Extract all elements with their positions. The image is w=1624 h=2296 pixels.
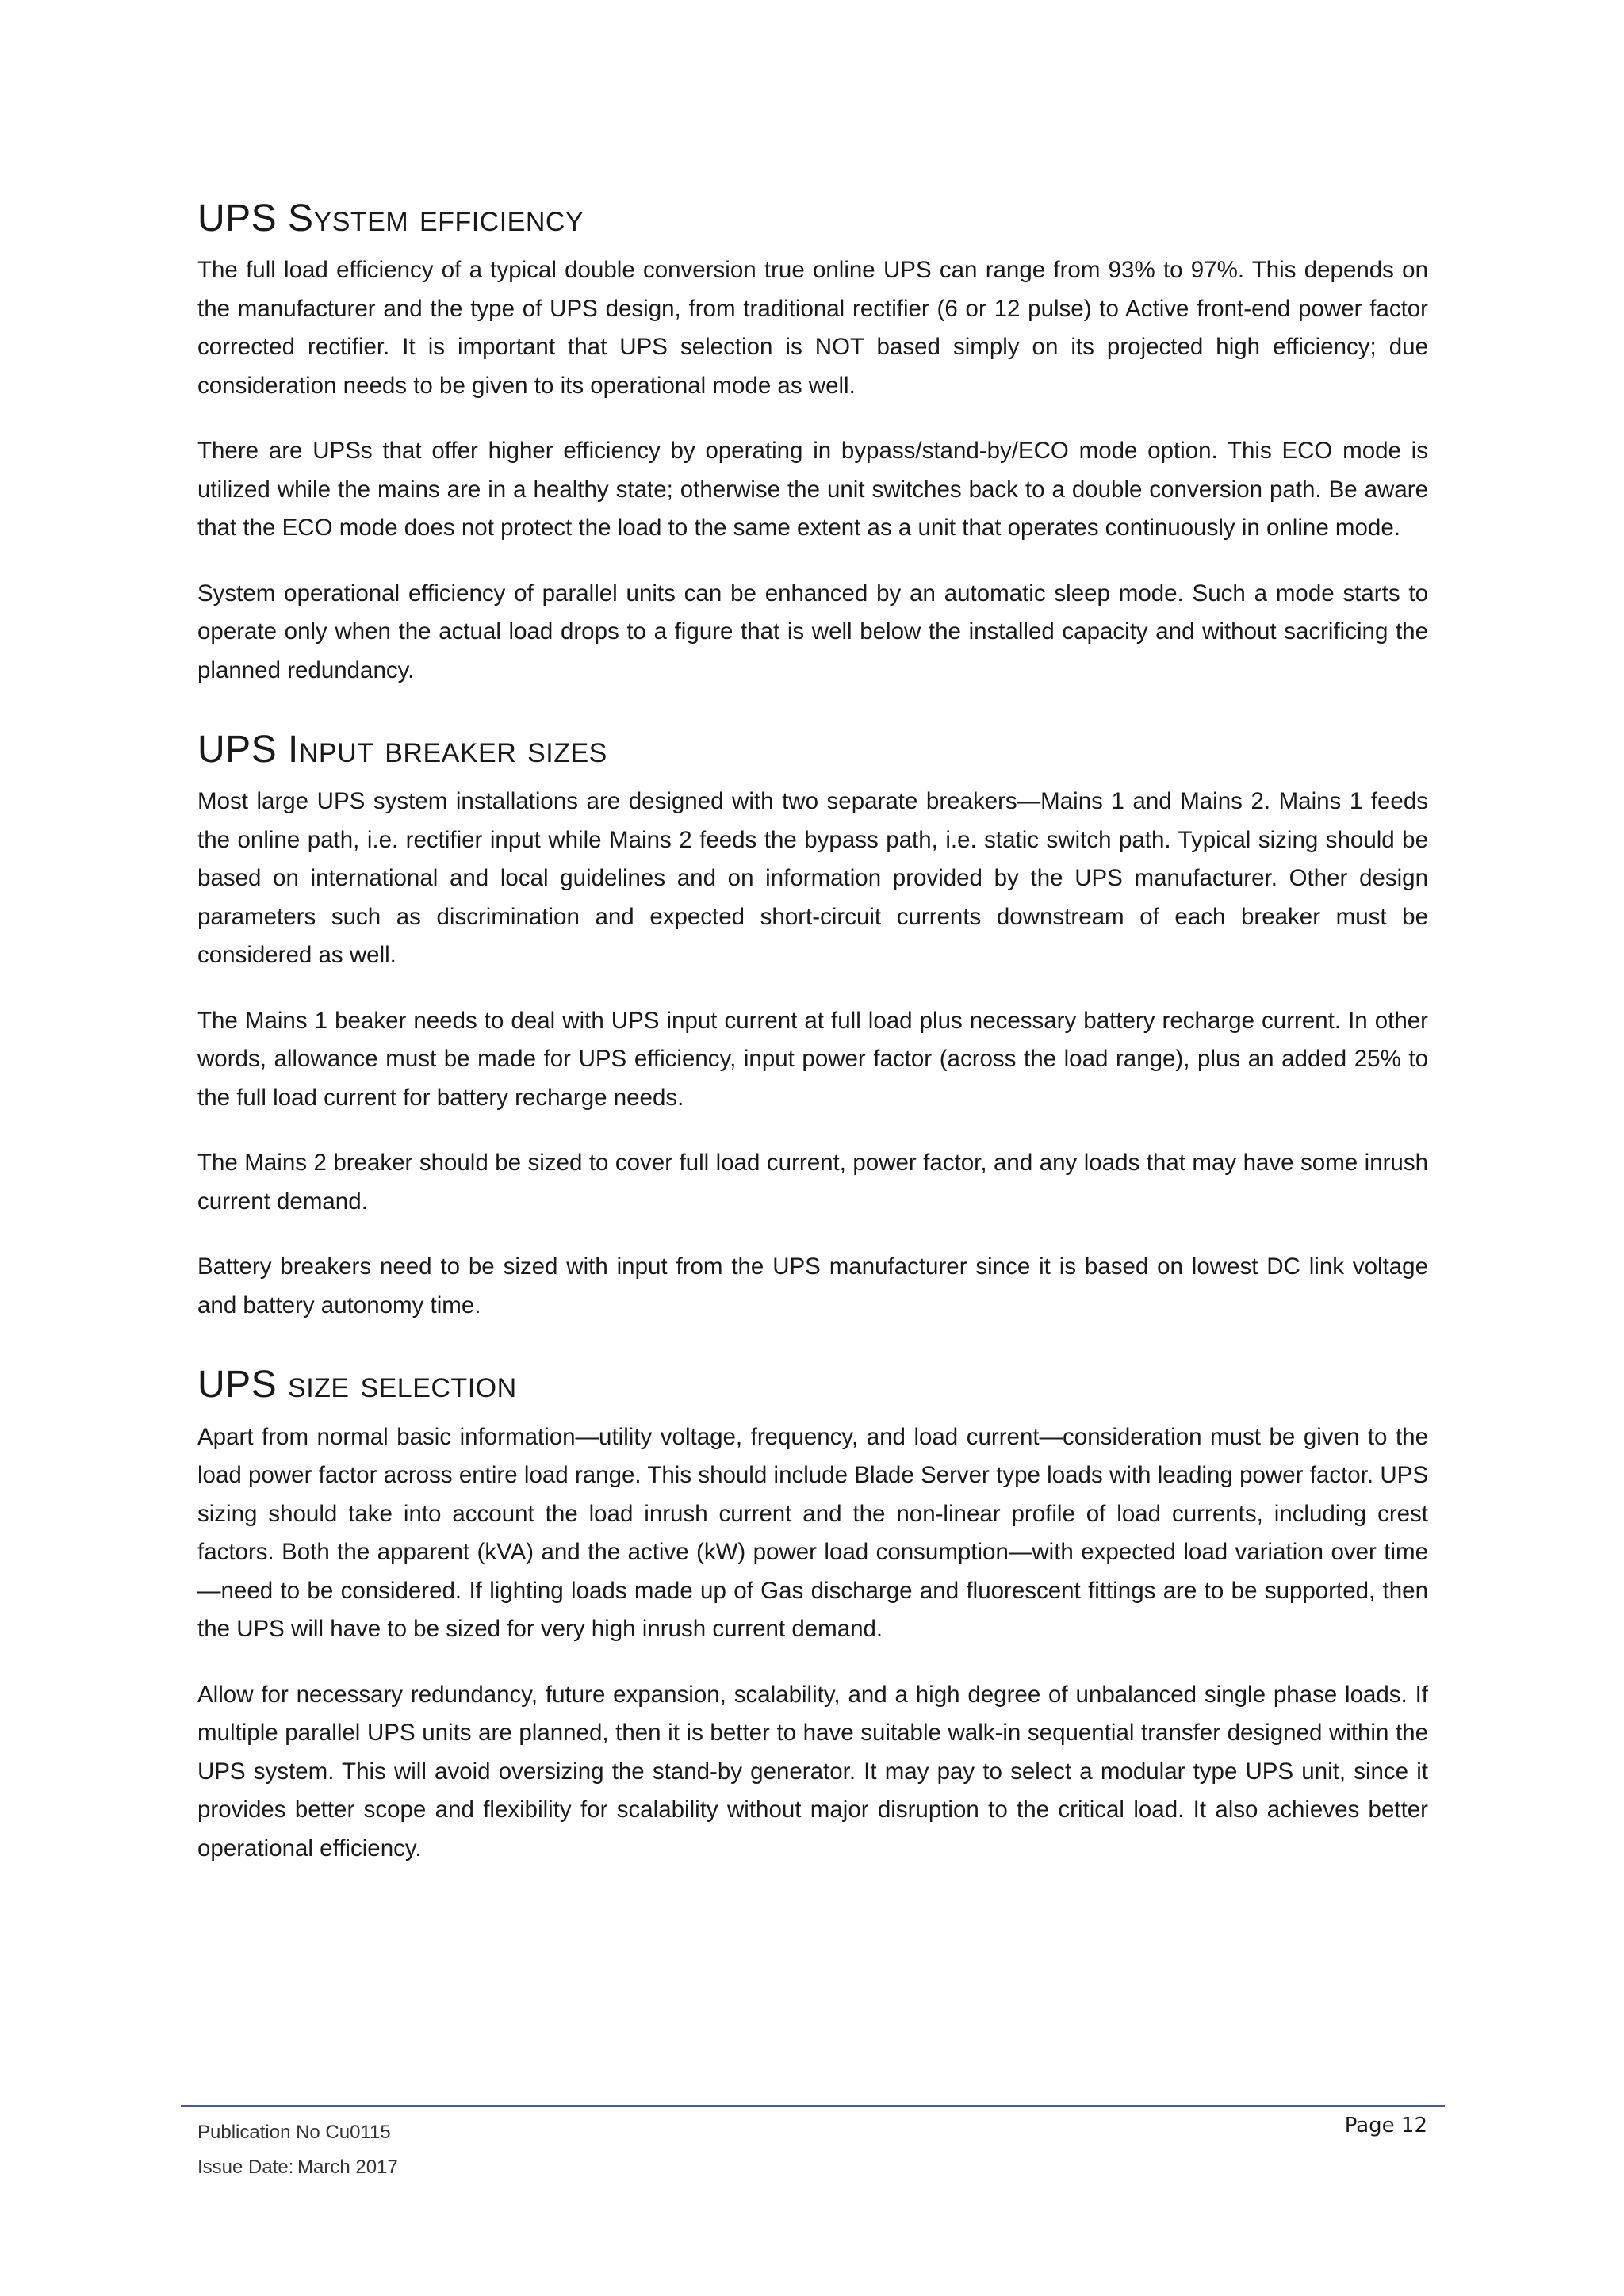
paragraph: The Mains 1 beaker needs to deal with UPS input current at full load plus necessary battery recharge current. In other words, allowance must be made for UPS efficiency, input power factor (across the load range), plus an added 25% to the full load current for battery recharge needs. <box>197 1007 1428 1111</box>
footer-divider <box>181 2105 1445 2107</box>
issue-date-value: March 2017 <box>297 2156 398 2178</box>
section-heading: UPS System efficiency <box>197 197 584 239</box>
paragraph: The full load efficiency of a typical double conversion true online UPS can range from 93% to 97%. This depends on the manufacturer and the type of UPS design, from traditional rectifier (6 or 12 pulse) to Active front-end power factor corrected rectifier. It is important that UPS selection is NOT based simply on its projected high efficiency; due consideration needs to be given to its operational mode as well. <box>197 257 1428 399</box>
section-ups-size-selection <box>197 1363 1428 1868</box>
issue-date-row <box>197 2150 398 2185</box>
paragraph: Apart from normal basic information—utility voltage, frequency, and load current—consideration must be given to the load power factor across entire load range. This should include Blade Server type loads with leading power factor. UPS sizing should take into account the load inrush current and the non-linear profile of load currents, including crest factors. Both the apparent (kVA) and the active (kW) power load consumption—with expected load variation over time—need to be considered. If lighting loads made up of Gas discharge and fluorescent fittings are to be supported, then the UPS will have to be sized for very high inrush current demand. <box>197 1423 1428 1643</box>
section-ups-system-efficiency <box>197 197 1428 690</box>
section-ups-input-breaker-sizes <box>197 728 1428 1325</box>
paragraph: The Mains 2 breaker should be sized to cover full load current, power factor, and any loads that may have some inrush current demand. <box>197 1150 1428 1215</box>
section-heading: UPS Input breaker sizes <box>197 729 607 771</box>
paragraph: System operational efficiency of parallel units can be enhanced by an automatic sleep mode. Such a mode starts to operate only when the actual load drops to a figure that is well below the installed capacity and without sacrificing the planned redundancy. <box>197 580 1428 683</box>
paragraph: Allow for necessary redundancy, future expansion, scalability, and a high degree of unbalanced single phase loads. If multiple parallel UPS units are planned, then it is better to have suitable walk-in sequential transfer designed within the UPS system. This will avoid oversizing the stand-by generator. It may pay to select a modular type UPS unit, since it provides better scope and flexibility for scalability without major disruption to the critical load. It also achieves better operational efficiency. <box>197 1681 1428 1862</box>
document-body <box>197 197 1428 1906</box>
section-heading: UPS size selection <box>197 1364 517 1406</box>
issue-date-label: Issue Date: <box>197 2156 294 2178</box>
publication-number: Publication No Cu0115 <box>197 2122 391 2143</box>
paragraph: Most large UPS system installations are designed with two separate breakers—Mains 1 and Mains 2. Mains 1 feeds the online path, i.e. rectifier input while Mains 2 feeds the bypass path, i.e. static switch path. Typical sizing should be based on international and local guidelines and on information provided by the UPS manufacturer. Other design parameters such as discrimination and expected short-circuit currents downstream of each breaker must be considered as well. <box>197 788 1428 969</box>
paragraph: Battery breakers need to be sized with input from the UPS manufacturer since it is based on lowest DC link voltage and battery autonomy time. <box>197 1253 1428 1318</box>
page-number: Page 12 <box>1344 2114 1427 2137</box>
publication-number-row <box>197 2115 398 2150</box>
paragraph: There are UPSs that offer higher efficiency by operating in bypass/stand-by/ECO mode option. This ECO mode is utilized while the mains are in a healthy state; otherwise the unit switches back to a double conversion path. Be aware that the ECO mode does not protect the load to the same extent as a unit that operates continuously in online mode. <box>197 438 1428 541</box>
footer-publication-info <box>197 2115 398 2185</box>
